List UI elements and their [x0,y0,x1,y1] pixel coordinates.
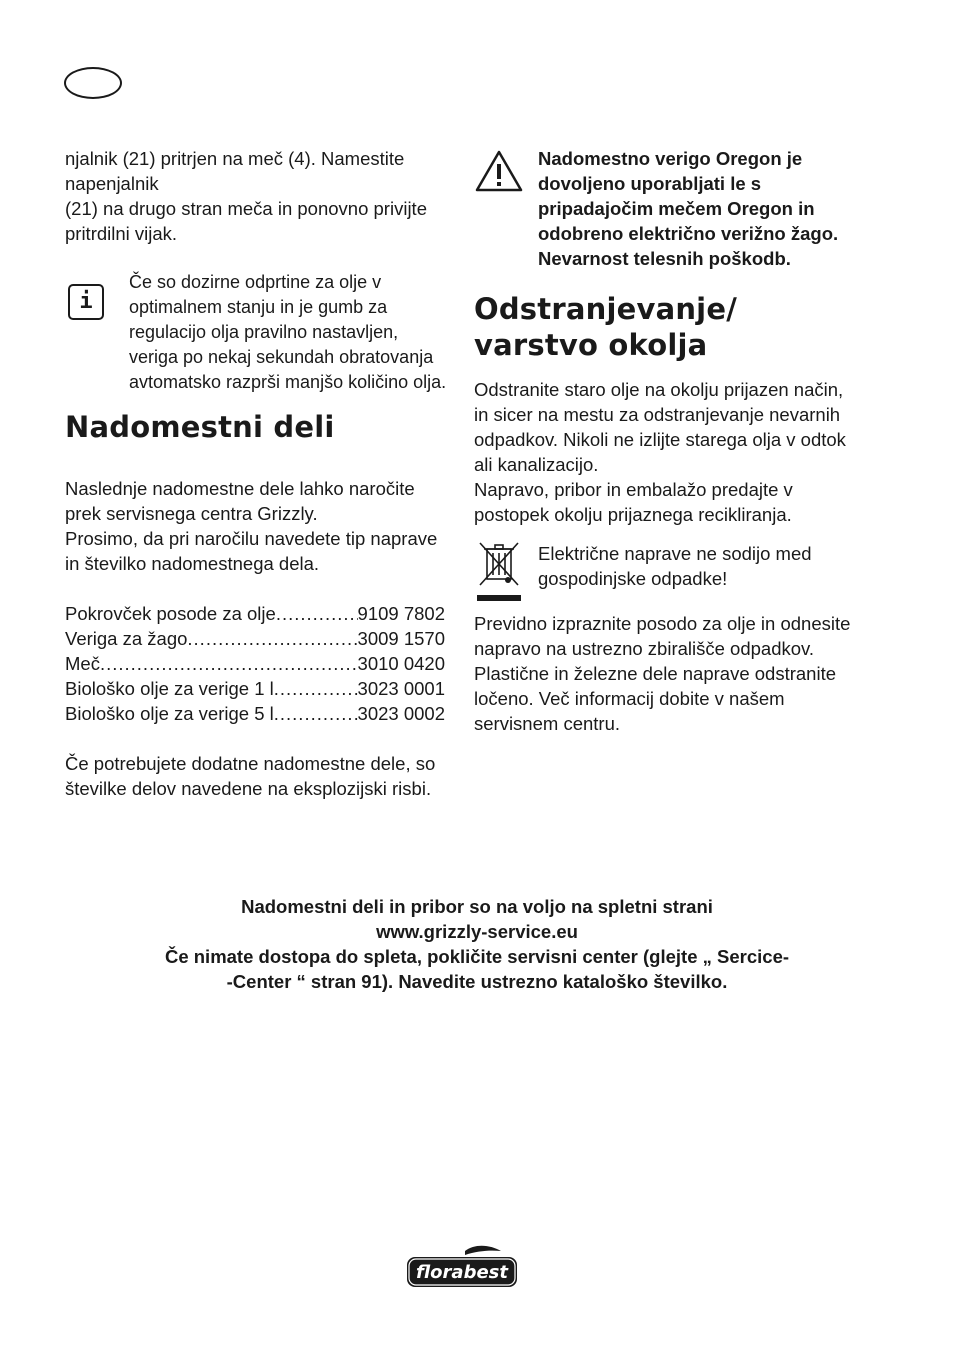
part-row [65,626,445,651]
disposal-heading-line-2: varstvo okolja [474,328,708,362]
spare-parts-paragraph-2: Prosimo, da pri naročilu navedete tip naprave in številko nadomestnega dela. [65,528,438,574]
part-name: Biološko olje za verige 1 l [65,678,274,699]
footer-url[interactable]: www.grizzly-service.eu [376,921,578,942]
part-row [65,601,445,626]
info-note-text: Če so dozirne odprtine za olje v optimalnem stanju in je gumb za regulacijo olja pravilno nastavljen, veriga po nekaj sekundah obratovanja avtomatsko razprši manjšo količino olja. [129,272,447,392]
spare-parts-paragraph-1: Naslednje nadomestne dele lahko naročite prek servisnega centra Grizzly. [65,478,415,524]
footer-line-4: -Center “ stran 91). Navedite ustrezno kataloško številko. [226,971,728,992]
part-name: Veriga za žago [65,628,188,649]
part-name: Pokrovček posode za olje [65,603,276,624]
info-note [65,270,450,395]
part-number: 3010 0420 [357,653,445,674]
part-number: 3023 0001 [357,678,445,699]
spare-parts-heading: Nadomestni deli [65,410,335,444]
leader-dots [274,676,358,701]
leader-dots [187,626,357,651]
weee-note [474,541,859,591]
disposal-paragraph-2: Napravo, pribor in embalažo predajte v postopek okolju prijaznega recikliranja. [474,479,793,525]
weee-text: Električne naprave ne sodijo med gospodinjske odpadke! [538,543,812,589]
footer-line-3: Če nimate dostopa do spleta, pokličite servisni center (glejte „ Sercice- [164,946,790,967]
parts-list [65,601,445,726]
part-row [65,676,445,701]
leader-dots [274,701,358,726]
warning-note [474,146,859,271]
disposal-heading [474,291,859,363]
warning-text: Nadomestno verigo Oregon je dovoljeno uporabljati le s pripadajočim mečem Oregon in odobreno električno verižno žago. Nevarnost telesnih poškodb. [538,148,839,269]
part-number: 9109 7802 [357,603,445,624]
logo-text: florabest [416,1262,508,1283]
intro-text-2: (21) na drugo stran meča in ponovno privijte pritrdilni vijak. [65,198,427,244]
info-icon: i [68,284,104,320]
disposal-paragraph-1: Odstranite staro olje na okolju prijazen način, in sicer na mestu za odstranjevanje nevarnih odpadkov. Nikoli ne izlijte starega olja v odtok ali kanalizacijo. [474,379,846,475]
part-row [65,651,445,676]
part-number: 3009 1570 [357,628,445,649]
footer-line-1: Nadomestni deli in pribor so na voljo na spletni strani [241,896,713,917]
part-row [65,701,445,726]
disposal-paragraph-3: Previdno izpraznite posodo za olje in odnesite napravo na ustrezno zbirališče odpadkov. Plastične in železne dele naprave odstranite ločeno. Več informacij dobite v našem servisnem centru. [474,613,851,734]
left-column [65,146,450,801]
leader-dots [100,651,358,676]
crossed-bin-icon [474,541,524,603]
right-column [474,146,859,736]
part-name: Meč [65,653,100,674]
leader-dots [276,601,358,626]
disposal-heading-line-1: Odstranjevanje/ [474,292,737,326]
spare-parts-paragraph-3: Če potrebujete dodatne nadomestne dele, so številke delov navedene na eksplozijski risbi. [65,753,436,799]
part-number: 3023 0002 [357,703,445,724]
part-name: Biološko olje za verige 5 l [65,703,274,724]
language-badge [64,67,122,99]
florabest-logo [405,1245,519,1291]
intro-text: njalnik (21) pritrjen na meč (4). Namestite napenjalnik [65,148,405,194]
warning-triangle-icon [474,149,524,193]
footer-note [60,894,894,994]
